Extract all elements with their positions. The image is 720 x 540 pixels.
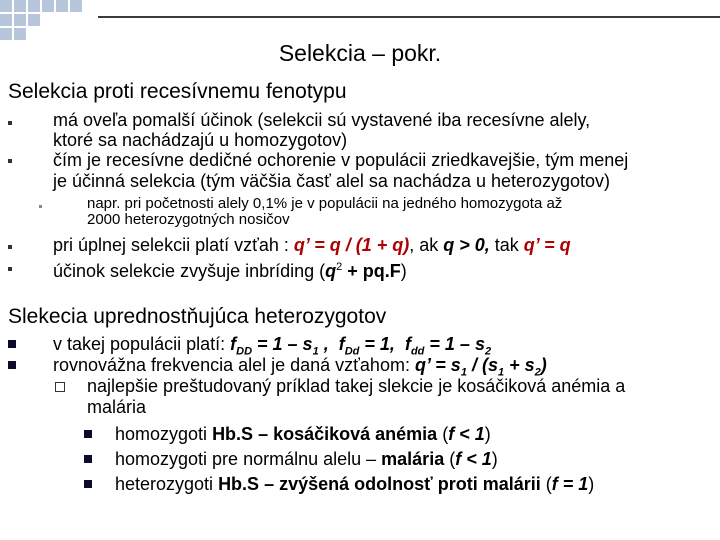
nested-item-1-f: f < 1 <box>448 424 485 444</box>
bullet-filled <box>8 361 16 369</box>
bullet-square <box>8 245 12 249</box>
sub-bullet-line1: napr. pri početnosti alely 0,1% je v populácii na jedného homozygota až <box>87 195 563 212</box>
section2-heading: Slekecia uprednostňujúca heterozygotov <box>8 305 387 328</box>
sub-bullet-line2: 2000 heterozygotných nosičov <box>87 211 290 228</box>
bullet-square <box>8 121 12 125</box>
nested-item-1-paren: ( <box>437 424 449 444</box>
nested-item-1-pre: homozygoti <box>115 424 213 444</box>
bullet4-end: ) <box>400 261 407 281</box>
formula-equilibrium: q’ = $s_1 / (s_1 + s_2)$ <box>414 355 547 379</box>
section2-line1-text: v takej populácii platí: <box>53 334 226 354</box>
nested-item-3 <box>115 474 594 494</box>
corner-decoration <box>0 0 85 45</box>
bullet-filled <box>84 455 92 463</box>
bullet3-mid: , ak <box>409 235 444 255</box>
header-rule <box>98 16 720 18</box>
section2-line3a: najlepšie preštudovaný príklad takej slekcie je kosáčiková anémia a <box>87 376 626 396</box>
bullet1-line1: má oveľa pomalší účinok (selekcii sú vystavené iba recesívne alely, <box>53 110 591 130</box>
nested-item-1 <box>115 424 491 444</box>
sub-bullet-square <box>39 205 42 208</box>
formula-fDD: $f_{DD} = 1 - s_1$ , $f_{Dd} = 1$, $f_{dd} = 1 - s_2$ <box>230 334 492 358</box>
bullet-filled <box>84 480 92 488</box>
bullet3-condition: q > 0, <box>443 235 490 255</box>
nested-item-2-end: ) <box>491 449 498 469</box>
nested-item-2 <box>115 449 498 469</box>
nested-item-2-bold: malária <box>381 449 445 469</box>
bullet-filled <box>84 430 92 438</box>
bullet4-text <box>53 257 407 281</box>
section2-line2-text: rovnovážna frekvencia alel je daná vzťahom: <box>53 355 410 375</box>
nested-item-2-paren: ( <box>444 449 456 469</box>
bullet4-pre: účinok selekcie zvyšuje inbríding ( <box>53 261 326 281</box>
section1-heading: Selekcia proti recesívnemu fenotypu <box>8 80 347 103</box>
nested-item-3-end: ) <box>588 474 595 494</box>
bullet3-result: q’ = q <box>523 235 571 255</box>
bullet1-line2: ktoré sa nachádzajú u homozygotov) <box>53 130 348 150</box>
bullet-square <box>8 159 12 163</box>
slide-title: Selekcia – pokr. <box>278 40 442 66</box>
bullet3-text <box>53 235 571 255</box>
nested-item-3-pre: heterozygoti <box>115 474 219 494</box>
bullet3-tail: tak <box>489 235 524 255</box>
nested-item-1-bold: Hb.S – kosáčiková anémia <box>212 424 438 444</box>
bullet-square <box>8 267 12 271</box>
nested-item-2-pre: homozygoti pre normálnu alelu – <box>115 449 382 469</box>
nested-item-3-paren: ( <box>540 474 552 494</box>
bullet-filled <box>8 340 16 348</box>
bullet4-sup: 2 <box>336 261 343 273</box>
bullet2-line1: čím je recesívne dedičné ochorenie v populácii zriedkavejšie, tým menej <box>53 150 629 170</box>
bullet2-line2: je účinná selekcia (tým väčšia časť alel sa nachádza u heterozygotov) <box>53 171 611 191</box>
nested-item-2-f: f < 1 <box>455 449 492 469</box>
bullet4-rest: + pq.F <box>342 261 401 281</box>
nested-item-3-f: f = 1 <box>551 474 589 494</box>
nested-item-1-end: ) <box>484 424 491 444</box>
bullet3-formula: q’ = q / (1 + q) <box>293 235 410 255</box>
section2-line3b: malária <box>87 397 147 417</box>
bullet3-pre: pri úplnej selekcii platí vzťah : <box>53 235 294 255</box>
bullet-hollow <box>55 382 65 392</box>
nested-item-3-bold: Hb.S – zvýšená odolnosť proti malárii <box>218 474 541 494</box>
bullet4-q: q <box>325 261 337 281</box>
